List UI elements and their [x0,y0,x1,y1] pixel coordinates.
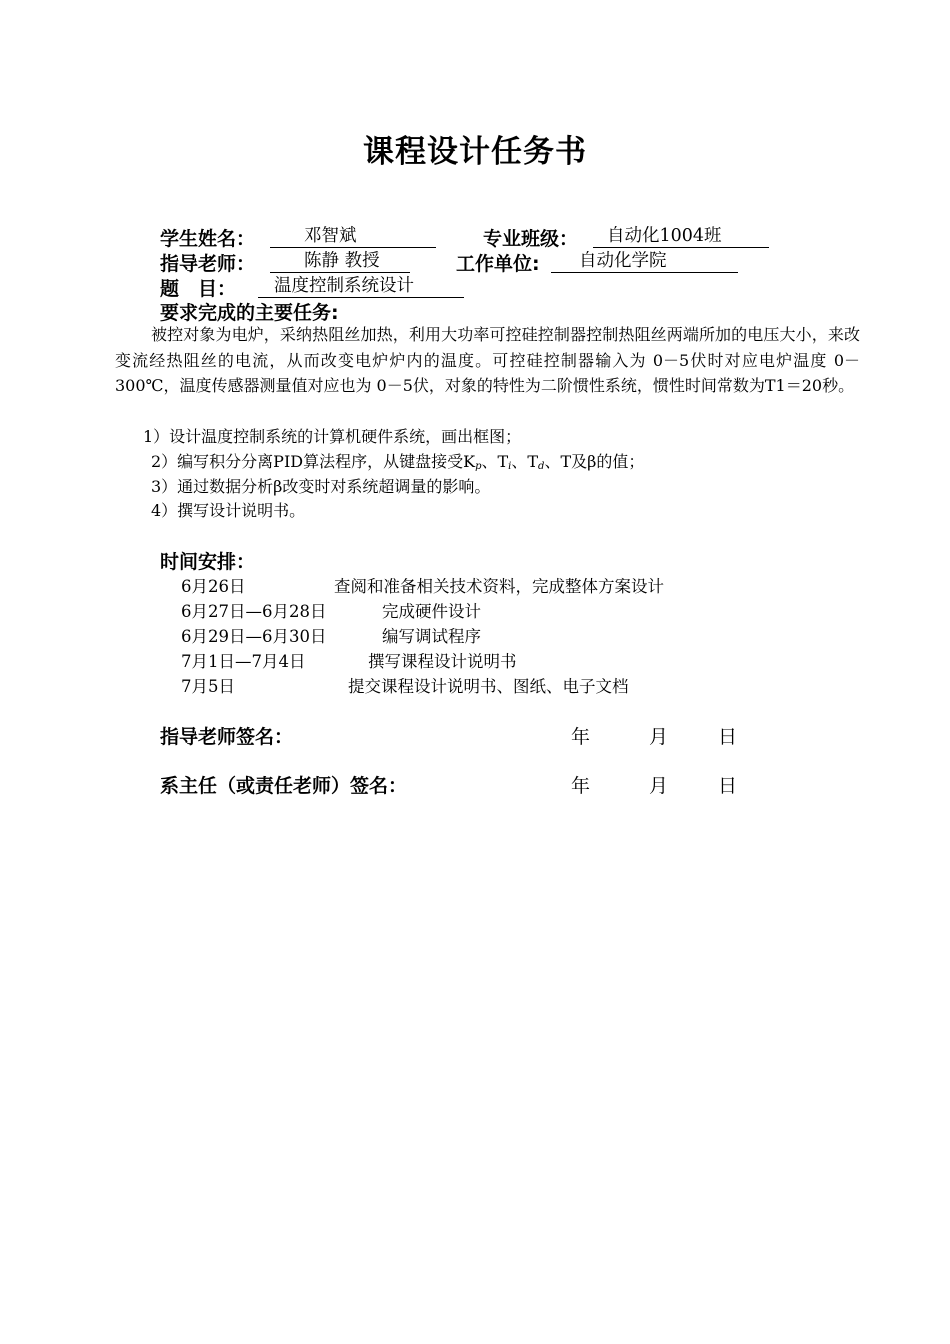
schedule-date: 6月27日—6月28日 [181,602,327,621]
head-signature-month: 月 [649,775,669,797]
description-text: 被控对象为电炉，采纳热阻丝加热，利用大功率可控硅控制器控制热阻丝两端所加的电压大小，来改变流经热阻丝的电流，从而改变电炉炉内的温度。可控硅控制器输入为 0－5伏时对应电炉温度 0－300℃，温度传感器测量值对应也为 0－5伏，对象的特性为二阶惯性系统，惯性时间常数为T1＝20秒。 [115,325,860,395]
task-item-4: 4）撰写设计说明书。 [151,501,306,520]
topic-value [258,275,464,298]
description-paragraph [115,322,860,399]
task-item-2 [151,449,644,472]
schedule-label: 时间安排： [160,551,256,573]
tasks-label: 要求完成的主要任务: [160,302,339,324]
teacher-signature-label: 指导老师签名： [160,726,294,748]
td-subscript: d [538,461,545,472]
task-item-2-sep1: 、T [481,452,509,471]
head-signature-day: 日 [718,775,738,797]
student-name-value [270,225,436,248]
schedule-task: 查阅和准备相关技术资料，完成整体方案设计 [334,577,664,596]
student-name-text: 邓智斌 [304,226,357,246]
task-item-2-text: 2）编写积分分离PID算法程序，从键盘接受K [151,452,476,471]
schedule-task: 编写调试程序 [382,627,481,646]
unit-value [551,250,738,273]
document-title: 课程设计任务书 [363,134,587,170]
class-label: 专业班级： [483,228,579,250]
task-item-2-sep2: 、T [511,452,539,471]
task-item-3: 3）通过数据分析β改变时对系统超调量的影响。 [151,477,491,496]
task-item-1: 1）设计温度控制系统的计算机硬件系统，画出框图； [143,427,522,446]
class-value [593,225,769,248]
schedule-task: 完成硬件设计 [382,602,481,621]
schedule-task: 提交课程设计说明书、图纸、电子文档 [348,677,629,696]
teacher-signature-day: 日 [718,726,738,748]
topic-text: 温度控制系统设计 [274,276,414,296]
schedule-date: 7月1日—7月4日 [181,652,306,671]
unit-label: 工作单位: [456,253,540,275]
teacher-label: 指导老师： [160,253,256,275]
teacher-value [270,250,410,273]
task-item-2-post: 、T及β的值； [544,452,645,471]
student-name-label: 学生姓名： [160,228,256,250]
kp-subscript: p [475,461,482,472]
teacher-signature-month: 月 [649,726,669,748]
ti-subscript: i [508,461,512,472]
topic-label: 题 目： [160,278,237,300]
head-signature-label: 系主任（或责任老师）签名： [160,775,408,797]
teacher-signature-year: 年 [571,726,591,748]
class-text: 自动化1004班 [607,226,722,246]
teacher-text: 陈静 教授 [304,251,380,271]
unit-text: 自动化学院 [579,251,667,271]
schedule-date: 6月26日 [181,577,246,596]
schedule-date: 7月5日 [181,677,235,696]
schedule-task: 撰写课程设计说明书 [368,652,517,671]
schedule-date: 6月29日—6月30日 [181,627,327,646]
head-signature-year: 年 [571,775,591,797]
